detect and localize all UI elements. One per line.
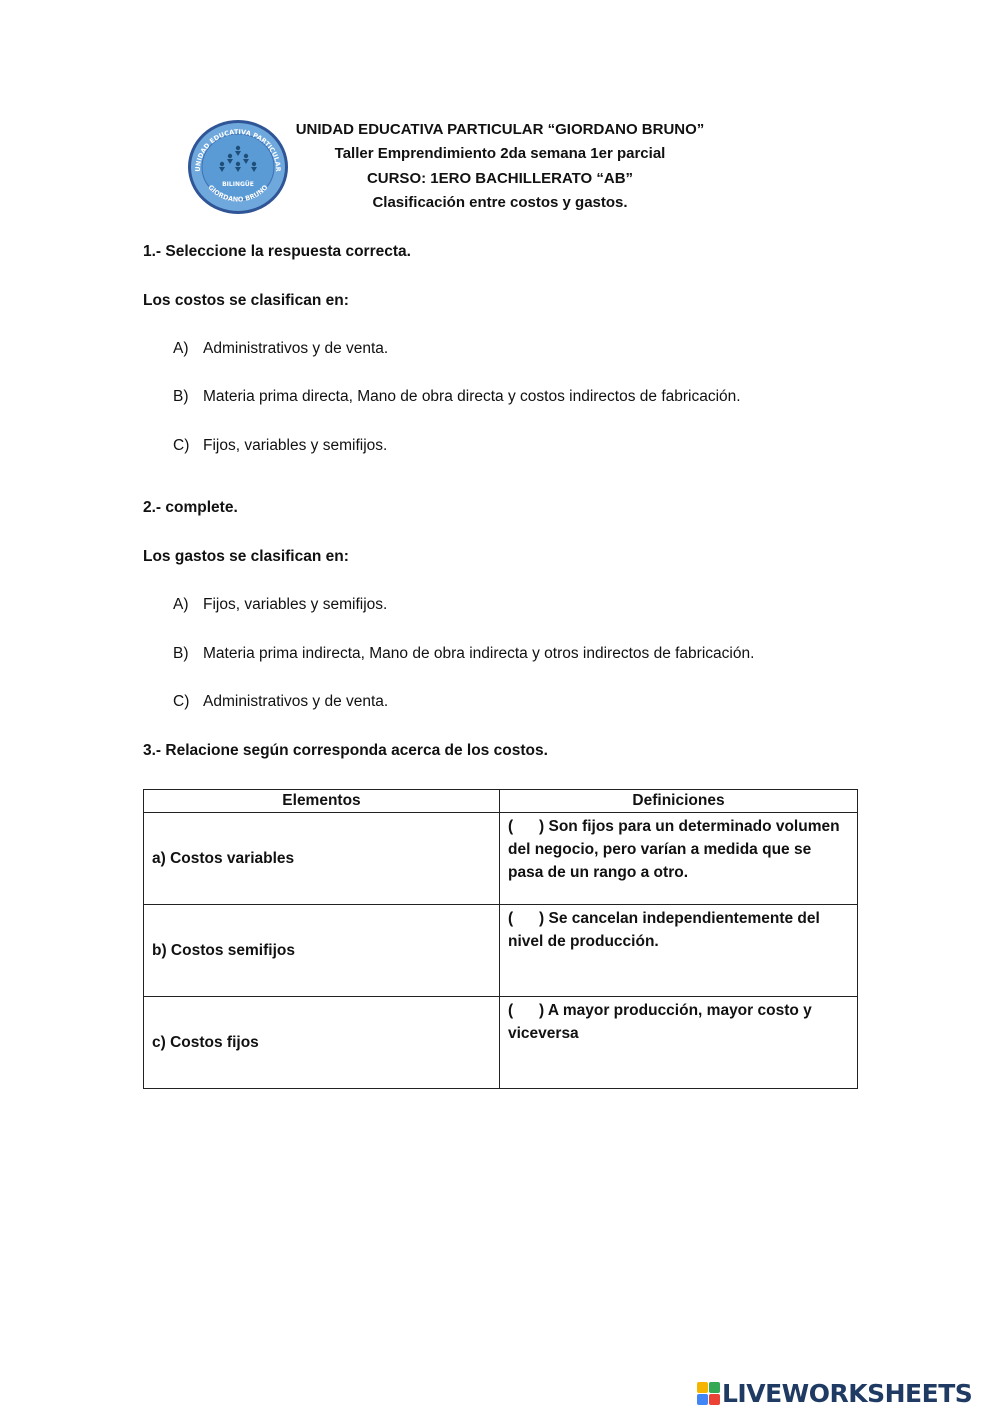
table-row	[144, 997, 858, 1089]
element-cell: c) Costos fijos	[144, 997, 500, 1089]
q3-title: 3.- Relacione según corresponda acerca de los costos.	[143, 742, 548, 759]
matching-table	[143, 789, 858, 1089]
q1-option-c[interactable]	[173, 437, 873, 457]
option-text: Materia prima indirecta, Mano de obra indirecta y otros indirectos de fabricación.	[203, 645, 755, 662]
logo-square-yellow	[697, 1382, 708, 1393]
element-cell: a) Costos variables	[144, 813, 500, 905]
definition-text: Se cancelan independientemente del nivel de producción.	[508, 910, 820, 950]
option-letter: B)	[173, 645, 189, 662]
definition-cell	[500, 813, 858, 905]
option-letter: C)	[173, 693, 190, 710]
definition-text: A mayor producción, mayor costo y viceversa	[508, 1002, 812, 1042]
option-letter: B)	[173, 388, 189, 405]
course-title: CURSO: 1ERO BACHILLERATO “AB”	[366, 170, 634, 187]
header-definiciones: Definiciones	[500, 790, 858, 813]
logo-bottom-text: GIORDANO BRUNO	[206, 183, 270, 204]
q2-title: 2.- complete.	[143, 499, 238, 516]
q1-prompt: Los costos se clasifican en:	[143, 292, 349, 309]
workshop-title: Taller Emprendimiento 2da semana 1er parcial	[334, 145, 666, 162]
header-elementos: Elementos	[144, 790, 500, 813]
table-row	[144, 905, 858, 997]
q2-option-a[interactable]	[173, 596, 873, 616]
option-text: Administrativos y de venta.	[203, 693, 389, 710]
q1-option-a[interactable]	[173, 340, 873, 360]
element-cell: b) Costos semifijos	[144, 905, 500, 997]
definition-cell	[500, 905, 858, 997]
table-row	[144, 813, 858, 905]
school-name: UNIDAD EDUCATIVA PARTICULAR “GIORDANO BRUNO”	[295, 121, 705, 138]
logo-square-green	[709, 1382, 720, 1393]
topic-title: Clasificación entre costos y gastos.	[372, 194, 628, 211]
answer-blank[interactable]: ( )	[508, 1002, 545, 1019]
logo-square-red	[709, 1394, 720, 1405]
q1-title: 1.- Seleccione la respuesta correcta.	[143, 243, 411, 260]
answer-blank[interactable]: ( )	[508, 818, 545, 835]
liveworksheets-logo-icon	[697, 1382, 720, 1405]
logo-top-text: UNIDAD EDUCATIVA PARTICULAR	[193, 127, 283, 172]
definition-cell	[500, 997, 858, 1089]
option-text: Fijos, variables y semifijos.	[203, 437, 388, 454]
definition-text: Son fijos para un determinado volumen del negocio, pero varían a medida que se pasa de un rango a otro.	[508, 818, 840, 881]
q2-prompt: Los gastos se clasifican en:	[143, 548, 349, 565]
table-header-row	[144, 790, 858, 813]
answer-blank[interactable]: ( )	[508, 910, 545, 927]
liveworksheets-brand[interactable]	[697, 1378, 997, 1408]
option-text: Administrativos y de venta.	[203, 340, 389, 357]
option-text: Fijos, variables y semifijos.	[203, 596, 388, 613]
liveworksheets-text: LIVEWORKSHEETS	[722, 1378, 973, 1408]
q2-option-b[interactable]	[173, 645, 873, 665]
option-letter: A)	[173, 596, 189, 613]
option-letter: A)	[173, 340, 189, 357]
logo-middle-text: BILINGÜE	[222, 181, 254, 188]
logo-square-blue	[697, 1394, 708, 1405]
q2-option-c[interactable]	[173, 693, 873, 713]
q1-option-b[interactable]	[173, 388, 873, 408]
option-letter: C)	[173, 437, 190, 454]
option-text: Materia prima directa, Mano de obra directa y costos indirectos de fabricación.	[203, 388, 741, 405]
